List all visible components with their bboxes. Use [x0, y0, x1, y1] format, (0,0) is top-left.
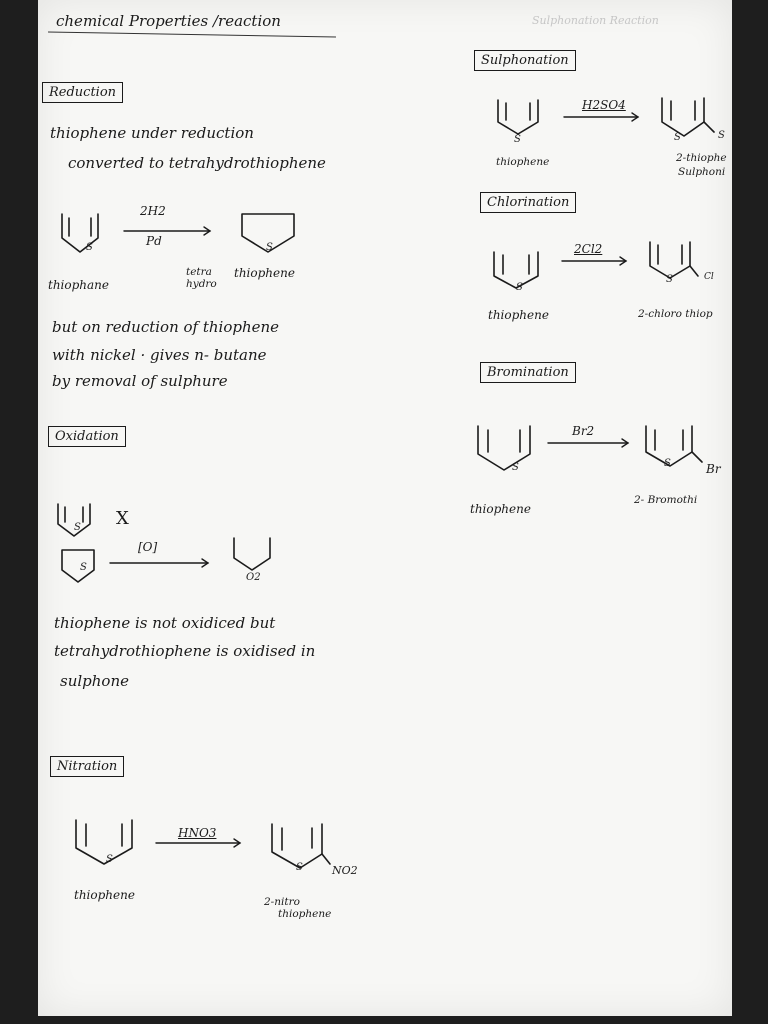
sulfur-atom: S — [516, 282, 523, 293]
sulphone-oxygen-group: O2 — [246, 572, 261, 583]
product-label-line-2: Sulphoni — [678, 166, 726, 178]
product-label-line-1: 2-thiophe — [676, 152, 727, 164]
reduction-note-line-2: with nickel · gives n- butane — [52, 346, 267, 364]
bromination-reagent: Br2 — [572, 424, 595, 438]
sulfur-atom: S — [512, 462, 519, 473]
nitration-heading: Nitration — [50, 756, 124, 777]
bottom-edge — [0, 1016, 768, 1024]
sulfur-atom: S — [86, 242, 93, 253]
reaction-arrow — [562, 256, 632, 266]
not-oxidised-cross: X — [116, 508, 129, 529]
sulphonation-heading: Sulphonation — [474, 50, 576, 71]
product-label: thiophene — [234, 266, 295, 280]
oxidation-note-line-3: sulphone — [60, 672, 129, 690]
bromo-group: Br — [706, 462, 721, 476]
reaction-arrow — [564, 112, 644, 122]
sulfur-atom: S — [80, 562, 87, 573]
nitration-reagent: HNO3 — [178, 826, 217, 840]
reactant-label: thiophene — [74, 888, 135, 902]
thiophene-ring-reactant — [60, 212, 104, 256]
reduction-note-line-3: by removal of sulphure — [52, 372, 228, 390]
reaction-arrow — [110, 558, 214, 568]
sulphone-ring — [232, 536, 276, 572]
reactant-label: thiophene — [496, 156, 550, 168]
chlorothiophene-ring — [648, 240, 710, 284]
reaction-arrow — [156, 838, 246, 848]
reduction-text-line-1: thiophene under reduction — [50, 124, 254, 142]
sulfur-atom: S — [106, 854, 113, 865]
sulfur-atom: S — [266, 242, 273, 253]
reduction-reagent-top: 2H2 — [140, 204, 166, 218]
product-label-line-2: thiophene — [278, 908, 332, 920]
reduction-heading: Reduction — [42, 82, 123, 103]
oxidation-note-line-1: thiophene is not oxidiced but — [54, 614, 276, 632]
reduction-reagent-bottom: Pd — [146, 234, 162, 248]
reactant-label: thiophane — [48, 278, 110, 292]
reduction-text-line-2: converted to tetrahydrothiophene — [68, 154, 326, 172]
sulfur-atom: S — [514, 134, 521, 145]
faint-bleed-through-text: Sulphonation Reaction — [532, 14, 659, 27]
oxidation-heading: Oxidation — [48, 426, 126, 447]
reaction-arrow — [124, 226, 214, 236]
thiophene-ring-reactant — [496, 98, 544, 138]
thiophene-ring-reactant — [74, 818, 136, 868]
nitro-group: NO2 — [332, 864, 358, 877]
sulphonic-group: S — [718, 130, 725, 141]
product-label: 2- Bromothi — [634, 494, 698, 506]
reactant-label: thiophene — [470, 502, 531, 516]
page-title: chemical Properties /reaction — [56, 12, 281, 30]
reduction-note-line-1: but on reduction of thiophene — [52, 318, 280, 336]
sulphonation-reagent: H2SO4 — [582, 98, 626, 112]
product-label-prefix: tetra hydro — [186, 266, 217, 290]
product-label: 2-chloro thiop — [638, 308, 713, 320]
thiophene-sulphonic-acid-ring — [660, 96, 720, 140]
oxidation-reagent: [O] — [138, 540, 158, 554]
sulfur-atom: S — [296, 862, 303, 873]
sulfur-atom: S — [74, 522, 81, 533]
thiophene-ring-reactant — [476, 424, 536, 474]
sulfur-atom: S — [666, 274, 673, 285]
bromination-heading: Bromination — [480, 362, 576, 383]
chloro-group: Cl — [704, 272, 714, 282]
product-label-line-1: 2-nitro — [264, 896, 300, 908]
chlorination-heading: Chlorination — [480, 192, 576, 213]
chlorination-reagent: 2Cl2 — [574, 242, 603, 256]
sulfur-atom: S — [664, 458, 671, 469]
reaction-arrow — [548, 438, 634, 448]
sulfur-atom: S — [674, 132, 681, 143]
reactant-label: thiophene — [488, 308, 549, 322]
oxidation-note-line-2: tetrahydrothiophene is oxidised in — [54, 642, 316, 660]
